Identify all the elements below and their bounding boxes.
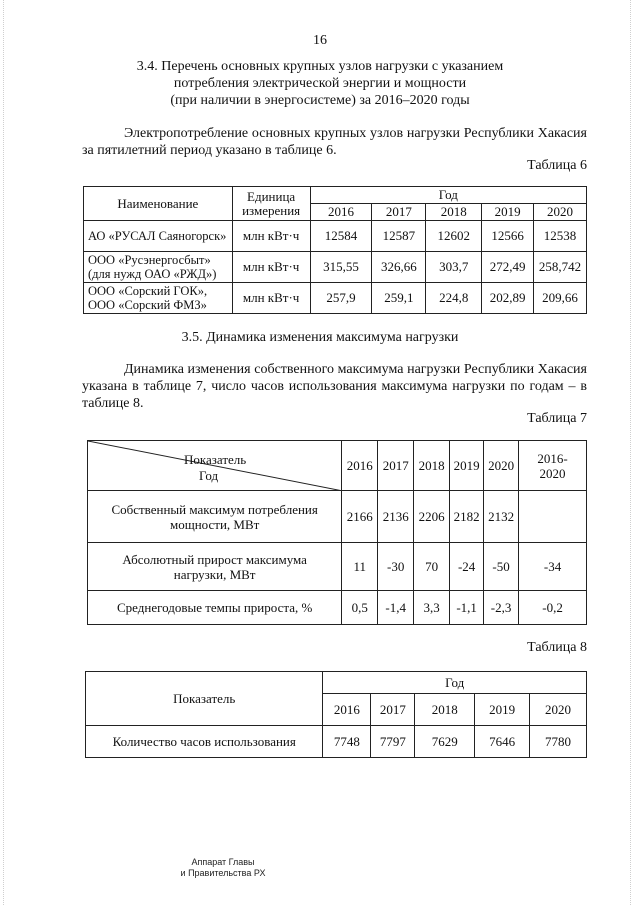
cell: 303,7 bbox=[426, 252, 482, 283]
section-3-4-title bbox=[80, 58, 560, 109]
row-label: Количество часов использования bbox=[86, 726, 323, 758]
col-header-year: 2018 bbox=[426, 204, 482, 221]
table-row bbox=[86, 726, 587, 758]
cell: -50 bbox=[484, 543, 519, 591]
table-row bbox=[84, 252, 587, 283]
cell: 7748 bbox=[323, 726, 371, 758]
cell: -1,4 bbox=[378, 591, 414, 625]
row-label: Среднегодовые темпы прироста, % bbox=[88, 591, 342, 625]
col-header-year: 2018 bbox=[415, 694, 475, 726]
row-unit: млн кВт·ч bbox=[232, 221, 310, 252]
col-header-year-group: Год bbox=[323, 672, 587, 694]
organization-stamp bbox=[168, 857, 278, 879]
table7-caption: Таблица 7 bbox=[527, 411, 587, 426]
cell: 2182 bbox=[450, 491, 484, 543]
table-row bbox=[88, 591, 587, 625]
table6-caption: Таблица 6 bbox=[527, 158, 587, 173]
cell: -2,3 bbox=[484, 591, 519, 625]
col-header-unit: Единица измерения bbox=[232, 187, 310, 221]
cell bbox=[519, 491, 587, 543]
row-label: Абсолютный прирост максимума нагрузки, МВт bbox=[88, 543, 342, 591]
cell: 7629 bbox=[415, 726, 475, 758]
col-header-year-group: Год bbox=[310, 187, 586, 204]
table-row bbox=[88, 491, 587, 543]
row-name: АО «РУСАЛ Саяногорск» bbox=[84, 221, 233, 252]
col-header-year: 2019 bbox=[450, 441, 484, 491]
cell: 202,89 bbox=[482, 283, 534, 314]
table-row bbox=[88, 543, 587, 591]
section-3-4-paragraph: Электропотребление основных крупных узлов нагрузки Республики Хакасия за пятилетний период указано в таблице 6. bbox=[82, 126, 587, 158]
table8-caption: Таблица 8 bbox=[527, 640, 587, 655]
col-header-year: 2016 bbox=[323, 694, 371, 726]
cell: 7646 bbox=[475, 726, 530, 758]
section-3-5-paragraph: Динамика изменения собственного максимума нагрузки Республики Хакасия указана в таблице 7, число часов использования максимума нагрузки по годам – в таблице 8. bbox=[82, 362, 587, 411]
diag-label-year: Год bbox=[199, 468, 219, 483]
col-header-year: 2017 bbox=[371, 694, 415, 726]
section-3-5-title: 3.5. Динамика изменения максимума нагрузки bbox=[181, 330, 459, 345]
col-header-name: Наименование bbox=[84, 187, 233, 221]
cell: 0,5 bbox=[342, 591, 378, 625]
row-unit: млн кВт·ч bbox=[232, 283, 310, 314]
col-header-year: 2019 bbox=[482, 204, 534, 221]
cell: 2132 bbox=[484, 491, 519, 543]
col-header-year: 2016 bbox=[310, 204, 372, 221]
cell: 12587 bbox=[372, 221, 426, 252]
cell: 272,49 bbox=[482, 252, 534, 283]
col-header-year: 2017 bbox=[378, 441, 414, 491]
row-name: ООО «Русэнергосбыт» (для нужд ОАО «РЖД») bbox=[84, 252, 233, 283]
stamp-line: Аппарат Главы bbox=[191, 857, 255, 867]
cell: 259,1 bbox=[372, 283, 426, 314]
scan-edge-left bbox=[3, 0, 6, 905]
cell: 12538 bbox=[534, 221, 587, 252]
col-header-indicator: Показатель bbox=[86, 672, 323, 726]
table7 bbox=[87, 440, 587, 625]
diag-label-indicator: Показатель bbox=[184, 452, 247, 467]
col-header-period: 2016-2020 bbox=[519, 441, 587, 491]
col-header-year: 2020 bbox=[484, 441, 519, 491]
row-name: ООО «Сорский ГОК», ООО «Сорский ФМЗ» bbox=[84, 283, 233, 314]
table-row bbox=[84, 283, 587, 314]
row-unit: млн кВт·ч bbox=[232, 252, 310, 283]
cell: 7780 bbox=[530, 726, 587, 758]
scan-edge-right bbox=[630, 0, 633, 905]
cell: -0,2 bbox=[519, 591, 587, 625]
cell: 2136 bbox=[378, 491, 414, 543]
title-line: потребления электрической энергии и мощности bbox=[173, 76, 467, 91]
col-header-year: 2016 bbox=[342, 441, 378, 491]
col-header-year: 2017 bbox=[372, 204, 426, 221]
cell: 12566 bbox=[482, 221, 534, 252]
cell: 12584 bbox=[310, 221, 372, 252]
col-header-year: 2020 bbox=[530, 694, 587, 726]
col-header-year: 2019 bbox=[475, 694, 530, 726]
cell: -30 bbox=[378, 543, 414, 591]
title-line: 3.4. Перечень основных крупных узлов нагрузки с указанием bbox=[136, 59, 504, 74]
cell: 326,66 bbox=[372, 252, 426, 283]
cell: 258,742 bbox=[534, 252, 587, 283]
col-header-year: 2018 bbox=[414, 441, 450, 491]
stamp-line: и Правительства РХ bbox=[180, 868, 266, 878]
cell: 2206 bbox=[414, 491, 450, 543]
cell: 3,3 bbox=[414, 591, 450, 625]
page-number: 16 bbox=[313, 33, 327, 48]
cell: 224,8 bbox=[426, 283, 482, 314]
cell: 11 bbox=[342, 543, 378, 591]
cell: -1,1 bbox=[450, 591, 484, 625]
cell: 257,9 bbox=[310, 283, 372, 314]
cell: -34 bbox=[519, 543, 587, 591]
cell: 70 bbox=[414, 543, 450, 591]
cell: 209,66 bbox=[534, 283, 587, 314]
cell: 12602 bbox=[426, 221, 482, 252]
diagonal-header-cell bbox=[88, 441, 342, 491]
cell: 2166 bbox=[342, 491, 378, 543]
cell: 315,55 bbox=[310, 252, 372, 283]
cell: 7797 bbox=[371, 726, 415, 758]
table6 bbox=[83, 186, 587, 314]
table8 bbox=[85, 671, 587, 758]
table-row bbox=[84, 221, 587, 252]
col-header-year: 2020 bbox=[534, 204, 587, 221]
title-line: (при наличии в энергосистеме) за 2016–2020 годы bbox=[170, 93, 470, 108]
row-label: Собственный максимум потребления мощности, МВт bbox=[88, 491, 342, 543]
cell: -24 bbox=[450, 543, 484, 591]
